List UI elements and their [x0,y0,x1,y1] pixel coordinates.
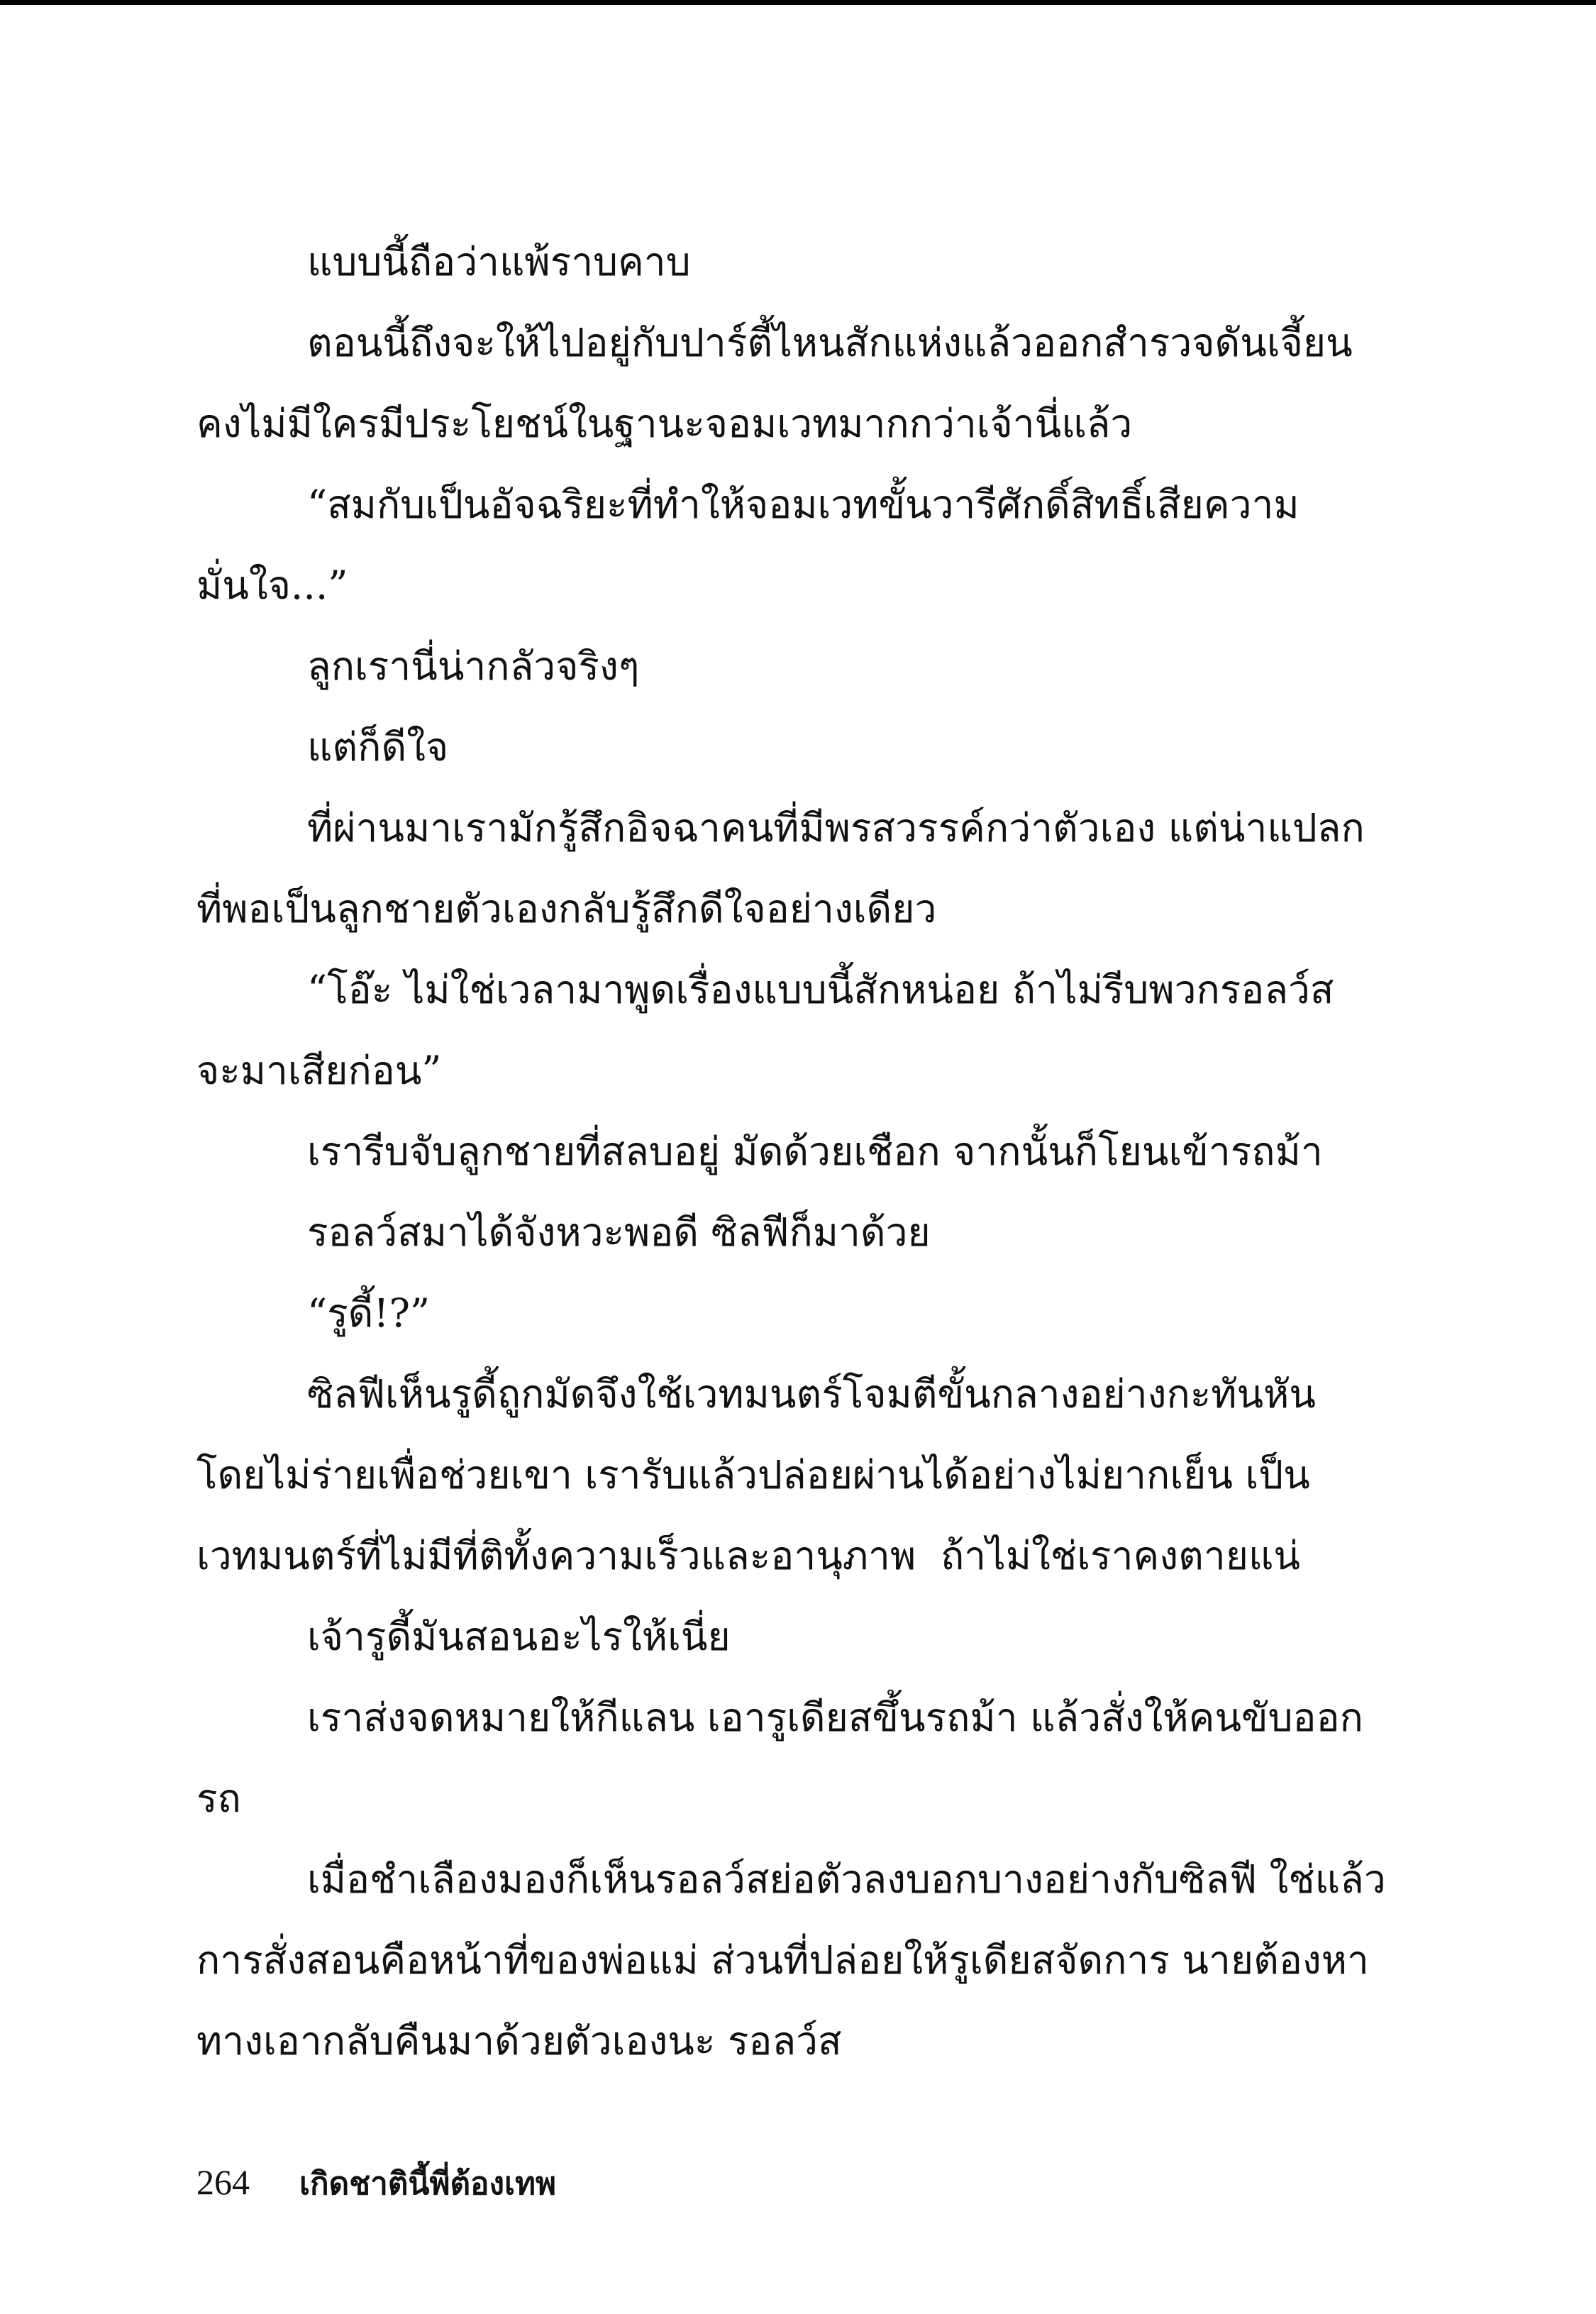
paragraph-line: โดยไม่ร่ายเพื่อช่วยเขา เรารับแล้วปล่อยผ่านได้อย่างไม่ยากเย็น เป็น [196,1452,1310,1498]
paragraph-line: เรารีบจับลูกชายที่สลบอยู่ มัดด้วยเชือก จากนั้นก็โยนเข้ารถม้า [307,1129,1323,1174]
paragraph-line: “สมกับเป็นอัจฉริยะที่ทำให้จอมเวทขั้นวารีศักดิ์สิทธิ์เสียความ [307,482,1299,527]
paragraph-line: แบบนี้ถือว่าแพ้ราบคาบ [307,239,691,284]
page-footer [196,2159,556,2205]
paragraph-line: ที่พอเป็นลูกชายตัวเองกลับรู้สึกดีใจอย่างเดียว [196,886,937,931]
paragraph-line: คงไม่มีใครมีประโยชน์ในฐานะจอมเวทมากกว่าเจ้านี่แล้ว [196,401,1133,446]
paragraph-line: ตอนนี้ถึงจะให้ไปอยู่กับปาร์ตี้ไหนสักแห่งแล้วออกสำรวจดันเจี้ยน [307,320,1353,365]
paragraph-line: ที่ผ่านมาเรามักรู้สึกอิจฉาคนที่มีพรสวรรค์กว่าตัวเอง แต่น่าแปลก [307,805,1365,851]
paragraph-line: เราส่งจดหมายให้กีแลน เอารูเดียสขึ้นรถม้า แล้วสั่งให้คนขับออก [307,1695,1363,1740]
paragraph-line: ทางเอากลับคืนมาด้วยตัวเองนะ รอลว์ส [196,2018,842,2064]
page-body [196,221,1386,2081]
paragraph-line: “รูดี้!?” [307,1290,431,1336]
paragraph-line: จะมาเสียก่อน” [196,1048,442,1093]
paragraph-line: ลูกเรานี่น่ากลัวจริงๆ [307,643,640,689]
paragraph-line: เจ้ารูดี้มันสอนอะไรให้เนี่ย [307,1614,731,1659]
paragraph-line: การสั่งสอนคือหน้าที่ของพ่อแม่ ส่วนที่ปล่อยให้รูเดียสจัดการ นายต้องหา [196,1937,1369,1983]
top-border [0,0,1596,5]
paragraph-line: มั่นใจ...” [196,563,348,608]
page-number: 264 [196,2162,250,2202]
running-title: เกิดชาตินี้พี่ต้องเทพ [299,2166,557,2202]
paragraph-line: เมื่อชำเลืองมองก็เห็นรอลว์สย่อตัวลงบอกบางอย่างกับซิลฟี ใช่แล้ว [307,1856,1386,1902]
paragraph-line: เวทมนตร์ที่ไม่มีที่ติทั้งความเร็วและอานุภาพ ถ้าไม่ใช่เราคงตายแน่ [196,1533,1300,1578]
paragraph-line: รถ [196,1776,241,1821]
paragraph-line: “โอ๊ะ ไม่ใช่เวลามาพูดเรื่องแบบนี้สักหน่อย ถ้าไม่รีบพวกรอลว์ส [307,967,1334,1012]
paragraph-line: แต่ก็ดีใจ [307,724,449,770]
paragraph-line: รอลว์สมาได้จังหวะพอดี ซิลฟีก็มาด้วย [307,1209,931,1255]
paragraph-line: ซิลฟีเห็นรูดี้ถูกมัดจึงใช้เวทมนตร์โจมตีขั้นกลางอย่างกะทันหัน [307,1371,1316,1417]
